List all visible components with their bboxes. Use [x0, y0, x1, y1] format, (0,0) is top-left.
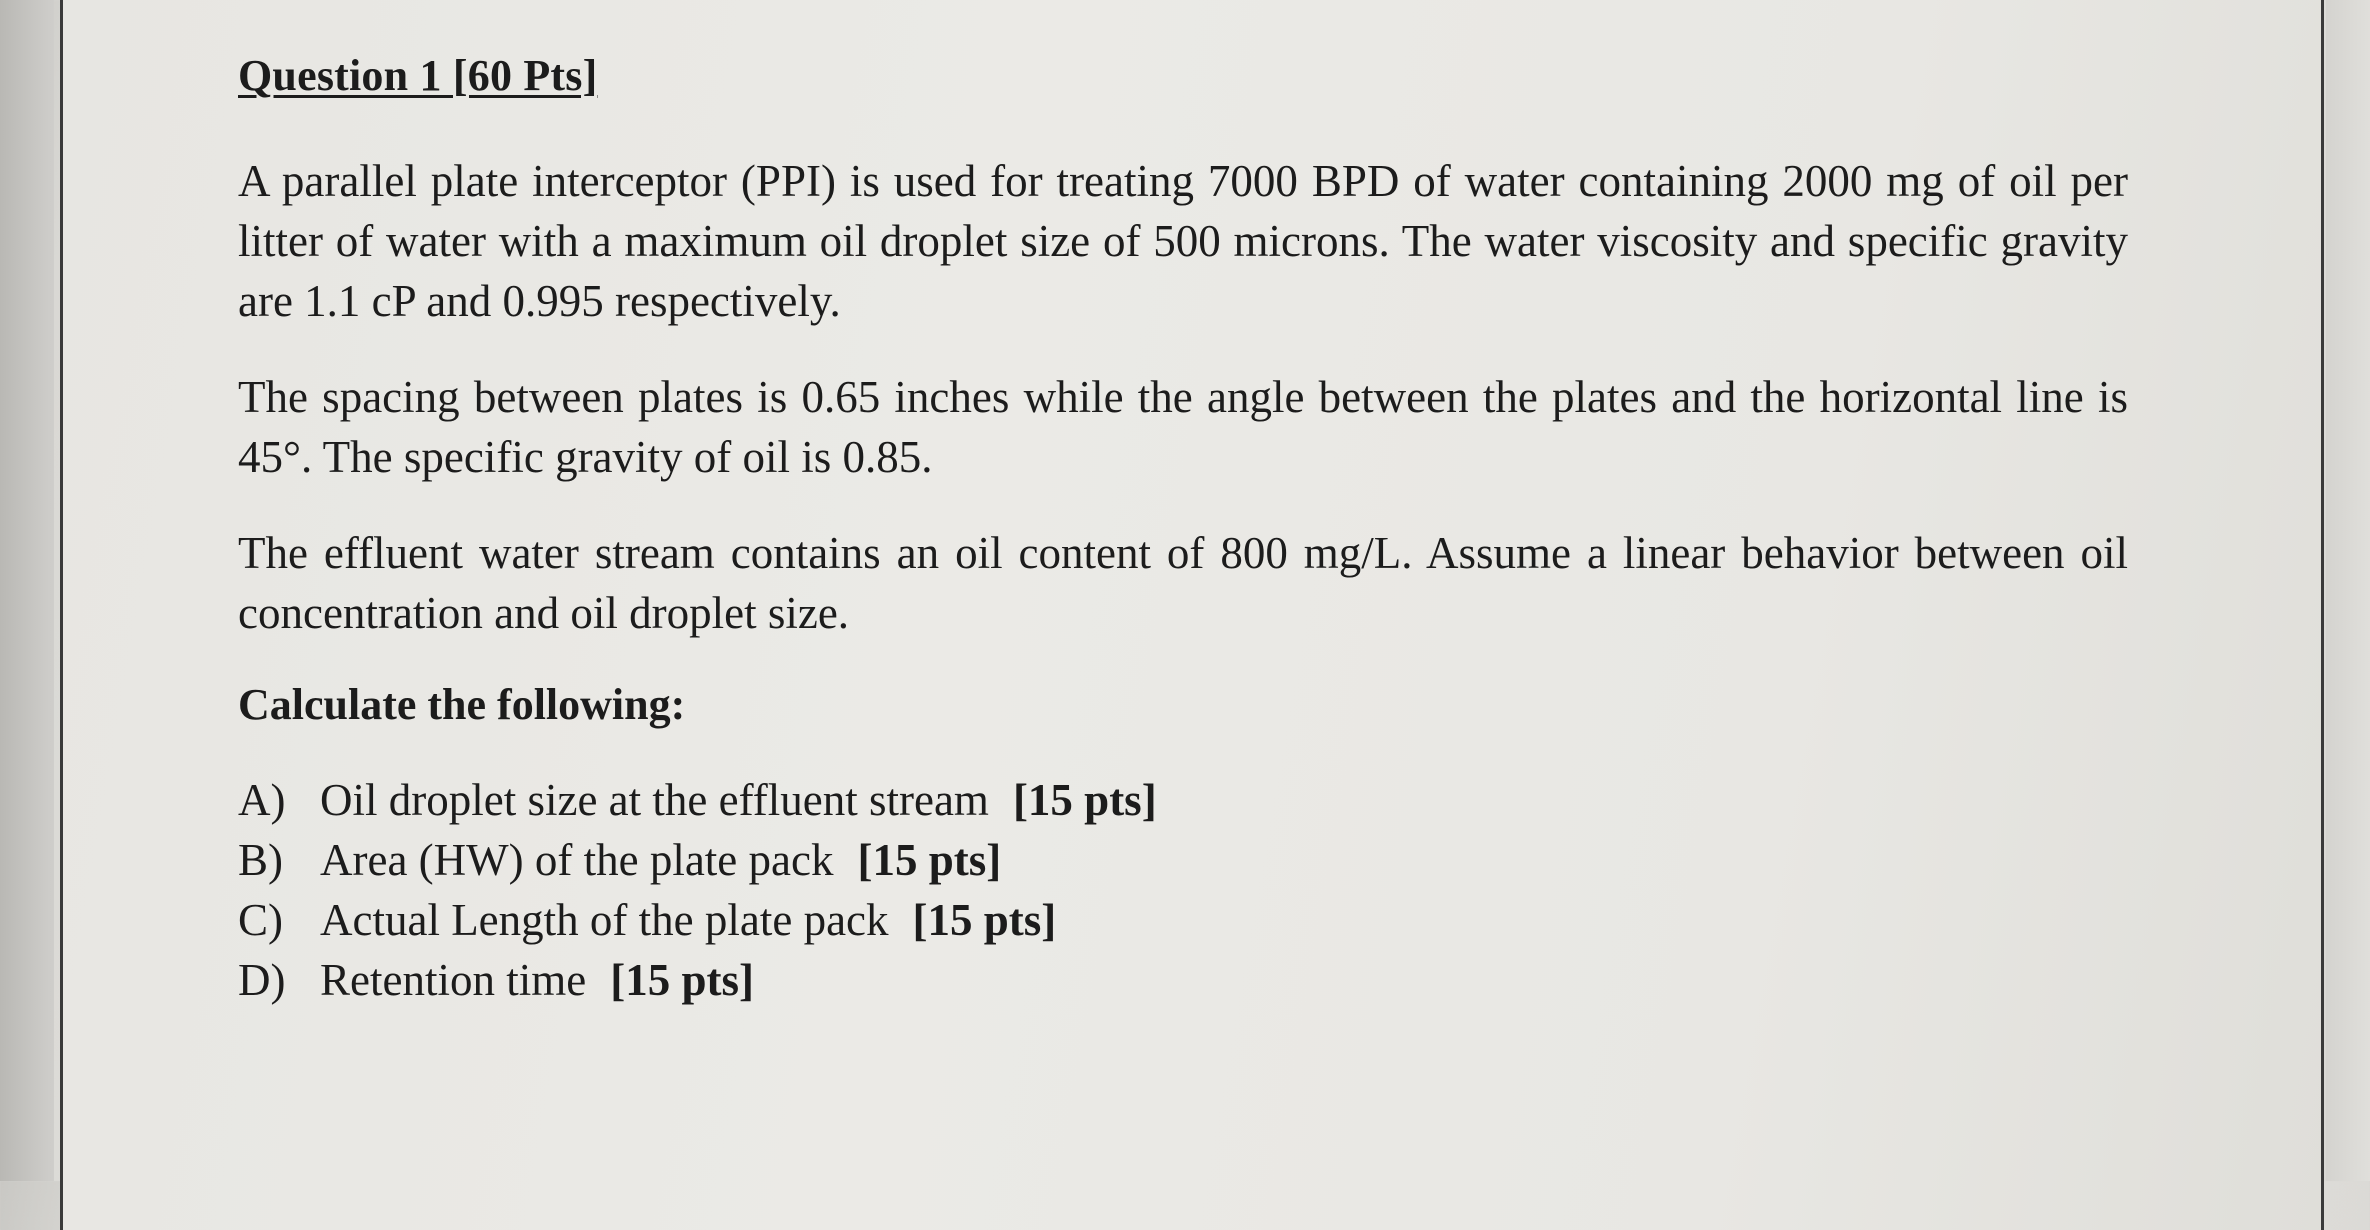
calculate-heading: Calculate the following: — [238, 680, 686, 729]
list-item — [238, 890, 2138, 950]
task-list — [238, 770, 2138, 1010]
list-item — [238, 950, 2138, 1010]
item-points: [15 pts] — [857, 835, 1002, 885]
effluent-paragraph: The effluent water stream contains an oil content of 800 mg/L. Assume a linear behavior between oil concentration and oil droplet size. — [238, 528, 2128, 638]
item-points: [15 pts] — [610, 955, 754, 1005]
item-letter: A) — [238, 775, 286, 825]
item-text: Oil droplet size at the effluent stream — [320, 775, 989, 825]
plate-geometry-paragraph: The spacing between plates is 0.65 inches while the angle between the plates and the horizontal line is 45°. The specific gravity of oil is 0.85. — [238, 372, 2128, 482]
item-letter: D) — [238, 955, 286, 1005]
item-text: Actual Length of the plate pack — [320, 895, 889, 945]
list-item — [238, 830, 2138, 890]
problem-statement-paragraph: A parallel plate interceptor (PPI) is used for treating 7000 BPD of water containing 2000 mg of oil per litter of water with a maximum oil droplet size of 500 microns. The water viscosity and specific gravity are 1.1 cP and 0.995 respectively. — [238, 156, 2128, 326]
list-item — [238, 770, 2138, 830]
item-letter: C) — [238, 895, 283, 945]
item-text: Retention time — [320, 955, 587, 1005]
item-points: [15 pts] — [1012, 775, 1157, 825]
item-points: [15 pts] — [912, 895, 1057, 945]
item-text: Area (HW) of the plate pack — [320, 835, 834, 885]
question-content — [238, 50, 2138, 1010]
item-letter: B) — [238, 835, 283, 885]
question-title: Question 1 [60 Pts] — [238, 51, 598, 100]
page-edge-right — [2326, 0, 2370, 1181]
page-edge-left — [0, 0, 54, 1181]
